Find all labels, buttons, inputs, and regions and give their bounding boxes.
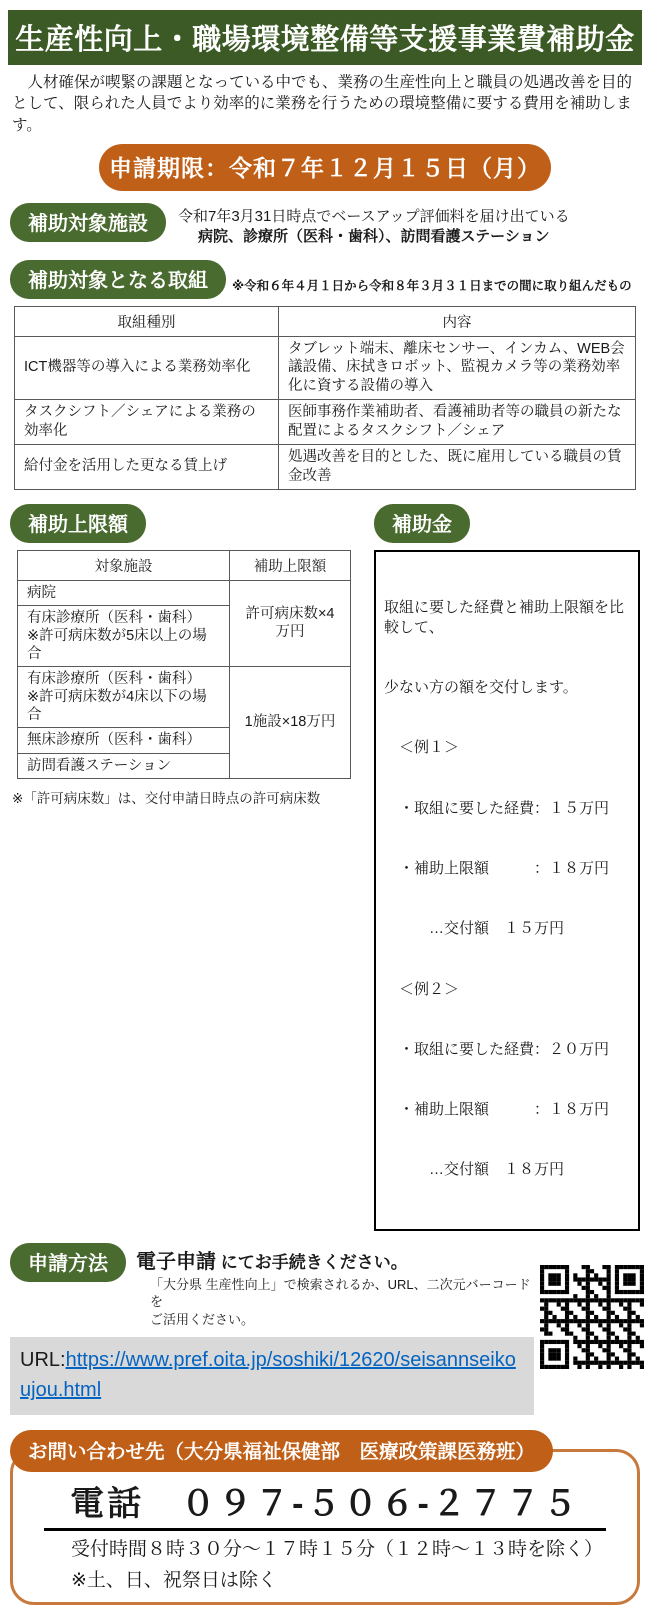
caps-badge: 補助上限額	[10, 504, 146, 543]
initiatives-section	[8, 260, 642, 490]
initiative-type: ICT機器等の導入による業務効率化	[15, 336, 279, 400]
application-sub1: 「大分県 生産性向上」で検索されるか、URL、二次元バーコードを	[150, 1276, 531, 1310]
subsidy-line: ＜例１＞	[384, 739, 460, 757]
application-badge: 申請方法	[10, 1243, 126, 1282]
url-label: URL:	[20, 1349, 66, 1372]
cap-amount-cell: 1施設×18万円	[230, 667, 351, 779]
subsidy-column	[374, 504, 640, 1231]
subsidy-line: 少ない方の額を交付します。	[384, 679, 578, 697]
qr-code	[540, 1243, 644, 1416]
table-row	[18, 667, 351, 728]
subsidy-line: ＜例２＞	[384, 980, 460, 998]
subsidy-line: ・取組に要した経費：２０万円	[384, 1040, 610, 1058]
facilities-description	[178, 203, 570, 248]
caps-table	[17, 550, 351, 779]
facility-line2: ※許可病床数が4床以下の場合	[27, 689, 207, 724]
column-header-cap: 補助上限額	[230, 550, 351, 580]
table-row	[15, 400, 636, 445]
application-url-link[interactable]: https://www.pref.oita.jp/soshiki/12620/seisannseikoujou.html	[20, 1349, 516, 1402]
facilities-line2: 病院、診療所（医科・歯科）、訪問看護ステーション	[197, 228, 550, 246]
phone-label: 電話	[70, 1485, 145, 1524]
initiative-detail: 医師事務作業補助者、看護補助者等の職員の新たな配置によるタスクシフト／シェア	[279, 400, 636, 445]
facility-cell	[18, 605, 230, 666]
caps-and-subsidy-section	[10, 504, 640, 1231]
facility-cell: 無床診療所（医科・歯科）	[18, 728, 230, 753]
initiative-detail: タブレット端末、離床センサー、インカム、WEB会議設備、床拭きロボット、監視カメラ等の業務効率化に資する設備の導入	[279, 336, 636, 400]
initiatives-badge: 補助対象となる取組	[10, 260, 226, 299]
facility-cell: 訪問看護ステーション	[18, 753, 230, 778]
initiative-type: タスクシフト／シェアによる業務の効率化	[15, 400, 279, 445]
subsidy-line: …交付額 １５万円	[384, 920, 565, 938]
initiative-type: 給付金を活用した更なる賃上げ	[15, 444, 279, 489]
phone-number: ０９７-５０６-２７７５	[181, 1485, 580, 1524]
reception-hours: 受付時間８時３０分～１７時１５分（１２時～１３時を除く）	[71, 1539, 604, 1561]
deadline-banner: 申請期限：令和７年１２月１５日（月）	[99, 144, 551, 191]
subsidy-line: …交付額 １８万円	[384, 1161, 565, 1179]
url-box	[10, 1337, 534, 1415]
column-header-detail: 内容	[279, 306, 636, 336]
page-title: 生産性向上・職場環境整備等支援事業費補助金	[8, 10, 642, 65]
subsidy-explanation-box	[374, 550, 640, 1231]
cap-amount-cell: 許可病床数×4万円	[230, 580, 351, 667]
initiative-detail: 処遇改善を目的とした、既に雇用している職員の賃金改善	[279, 444, 636, 489]
initiatives-period-note: ※令和６年４月１日から令和８年３月３１日までの間に取り組んだもの	[232, 278, 632, 293]
contact-box	[10, 1449, 640, 1605]
contact-section	[10, 1441, 640, 1605]
subsidy-badge: 補助金	[374, 504, 470, 543]
holiday-note: ※土、日、祝祭日は除く	[71, 1569, 277, 1591]
subsidy-line: ・補助上限額 ：１８万円	[384, 859, 610, 877]
table-row	[15, 444, 636, 489]
contact-banner: お問い合わせ先（大分県福祉保健部 医療政策課医務班）	[10, 1430, 553, 1472]
facility-cell: 病院	[18, 580, 230, 605]
subsidy-line: ・取組に要した経費：１５万円	[384, 799, 610, 817]
intro-text: 人材確保が喫緊の課題となっている中でも、業務の生産性向上と職員の処遇改善を目的として、限られた人員でより効率的に業務を行うための環境整備に要する費用を補助します。	[12, 74, 633, 134]
facility-line2: ※許可病床数が5床以上の場合	[27, 627, 207, 662]
application-section	[10, 1243, 640, 1416]
table-row	[18, 580, 351, 605]
column-header-type: 取組種別	[15, 306, 279, 336]
column-header-facility: 対象施設	[18, 550, 230, 580]
caps-footnote: ※「許可病床数」は、交付申請日時点の許可病床数	[12, 790, 321, 806]
facilities-badge: 補助対象施設	[10, 203, 166, 242]
caps-column	[10, 504, 358, 1231]
facilities-section	[10, 203, 640, 248]
e-application-emphasis: 電子申請	[136, 1250, 216, 1273]
facility-cell	[18, 667, 230, 728]
application-sub2: ご活用ください。	[150, 1311, 255, 1327]
subsidy-line: 取組に要した経費と補助上限額を比較して、	[384, 598, 625, 636]
initiatives-table	[14, 306, 636, 490]
table-row	[15, 336, 636, 400]
facilities-line1: 令和7年3月31日時点でベースアップ評価料を届け出ている	[178, 208, 570, 226]
table-header-row	[15, 306, 636, 336]
phone-number-line	[44, 1476, 606, 1531]
e-application-rest: にてお手続きください。	[216, 1252, 408, 1272]
application-instructions	[136, 1243, 534, 1329]
subsidy-line: ・補助上限額 ：１８万円	[384, 1101, 610, 1119]
facility-line1: 有床診療所（医科・歯科）	[27, 609, 201, 626]
facility-line1: 有床診療所（医科・歯科）	[27, 671, 201, 688]
table-header-row	[18, 550, 351, 580]
